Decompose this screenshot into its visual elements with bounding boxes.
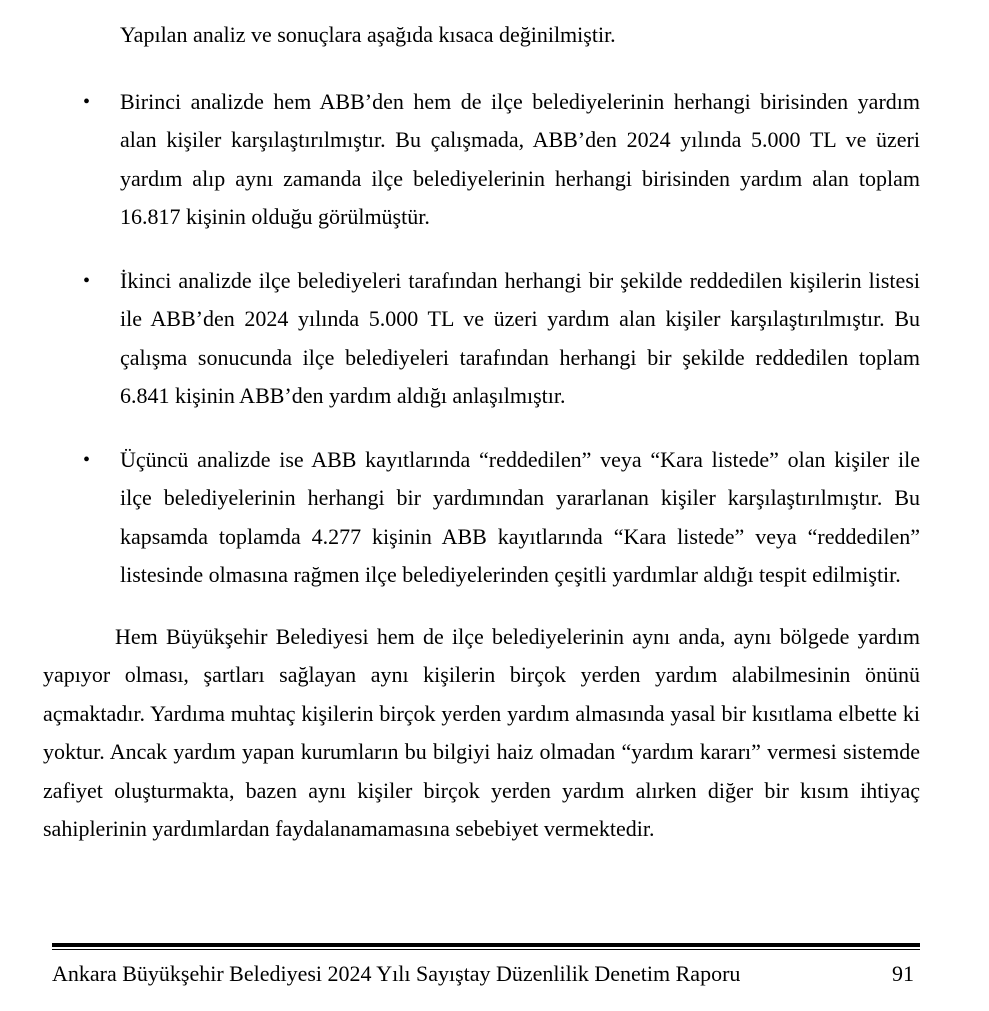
footer-divider	[52, 943, 920, 950]
bullet-item-second-analysis	[43, 262, 920, 416]
bullet-icon: •	[83, 448, 91, 471]
page-body	[43, 16, 920, 849]
closing-paragraph: Hem Büyükşehir Belediyesi hem de ilçe belediyelerinin aynı anda, aynı bölgede yardım yapıyor olması, şartları sağlayan aynı kişilerin birçok yerden yardım alabilmesinin önünü açmaktadır. Yardıma muhtaç kişilerin birçok yerden yardım almasında yasal bir kısıtlama elbette ki yoktur. Ancak yardım yapan kurumların bu bilgiyi haiz olmadan “yardım kararı” vermesi sistemde zafiyet oluşturmakta, bazen aynı kişiler birçok yerden yardım alırken diğer bir kısım ihtiyaç sahiplerinin yardımlardan faydalanamamasına sebebiyet vermektedir.	[43, 623, 920, 841]
page-footer	[52, 943, 920, 989]
footer-report-title: Ankara Büyükşehir Belediyesi 2024 Yılı Sayıştay Düzenlilik Denetim Raporu	[52, 961, 741, 986]
bullet-text-second-analysis: İkinci analizde ilçe belediyeleri tarafından herhangi bir şekilde reddedilen kişilerin listesi ile ABB’den 2024 yılında 5.000 TL ve üzeri yardım alan kişiler karşılaştırılmıştır. Bu çalışma sonucunda ilçe belediyeleri tarafından herhangi bir şekilde reddedilen toplam 6.841 kişinin ABB’den yardım aldığı anlaşılmıştır.	[120, 267, 920, 408]
page-number: 91	[892, 961, 914, 986]
bullet-item-first-analysis	[43, 83, 920, 237]
bullet-text-third-analysis: Üçüncü analizde ise ABB kayıtlarında “reddedilen” veya “Kara listede” olan kişiler ile ilçe belediyelerinin herhangi bir yardımından yararlanan kişiler karşılaştırılmıştır. Bu kapsamda toplamda 4.277 kişinin ABB kayıtlarında “Kara listede” veya “reddedilen” listesinde olmasına rağmen ilçe belediyelerinden çeşitli yardımlar aldığı tespit edilmiştir.	[120, 446, 920, 587]
footer-row	[52, 959, 920, 989]
bullet-text-first-analysis: Birinci analizde hem ABB’den hem de ilçe belediyelerinin herhangi birisinden yardım alan kişiler karşılaştırılmıştır. Bu çalışmada, ABB’den 2024 yılında 5.000 TL ve üzeri yardım alıp aynı zamanda ilçe belediyelerinin herhangi birisinden yardım alan toplam 16.817 kişinin olduğu görülmüştür.	[120, 88, 920, 229]
bullet-icon: •	[83, 269, 91, 292]
intro-paragraph: Yapılan analiz ve sonuçlara aşağıda kısaca değinilmiştir.	[120, 22, 616, 47]
analysis-bullet-list	[43, 83, 920, 595]
bullet-item-third-analysis	[43, 441, 920, 595]
bullet-icon: •	[83, 90, 91, 113]
